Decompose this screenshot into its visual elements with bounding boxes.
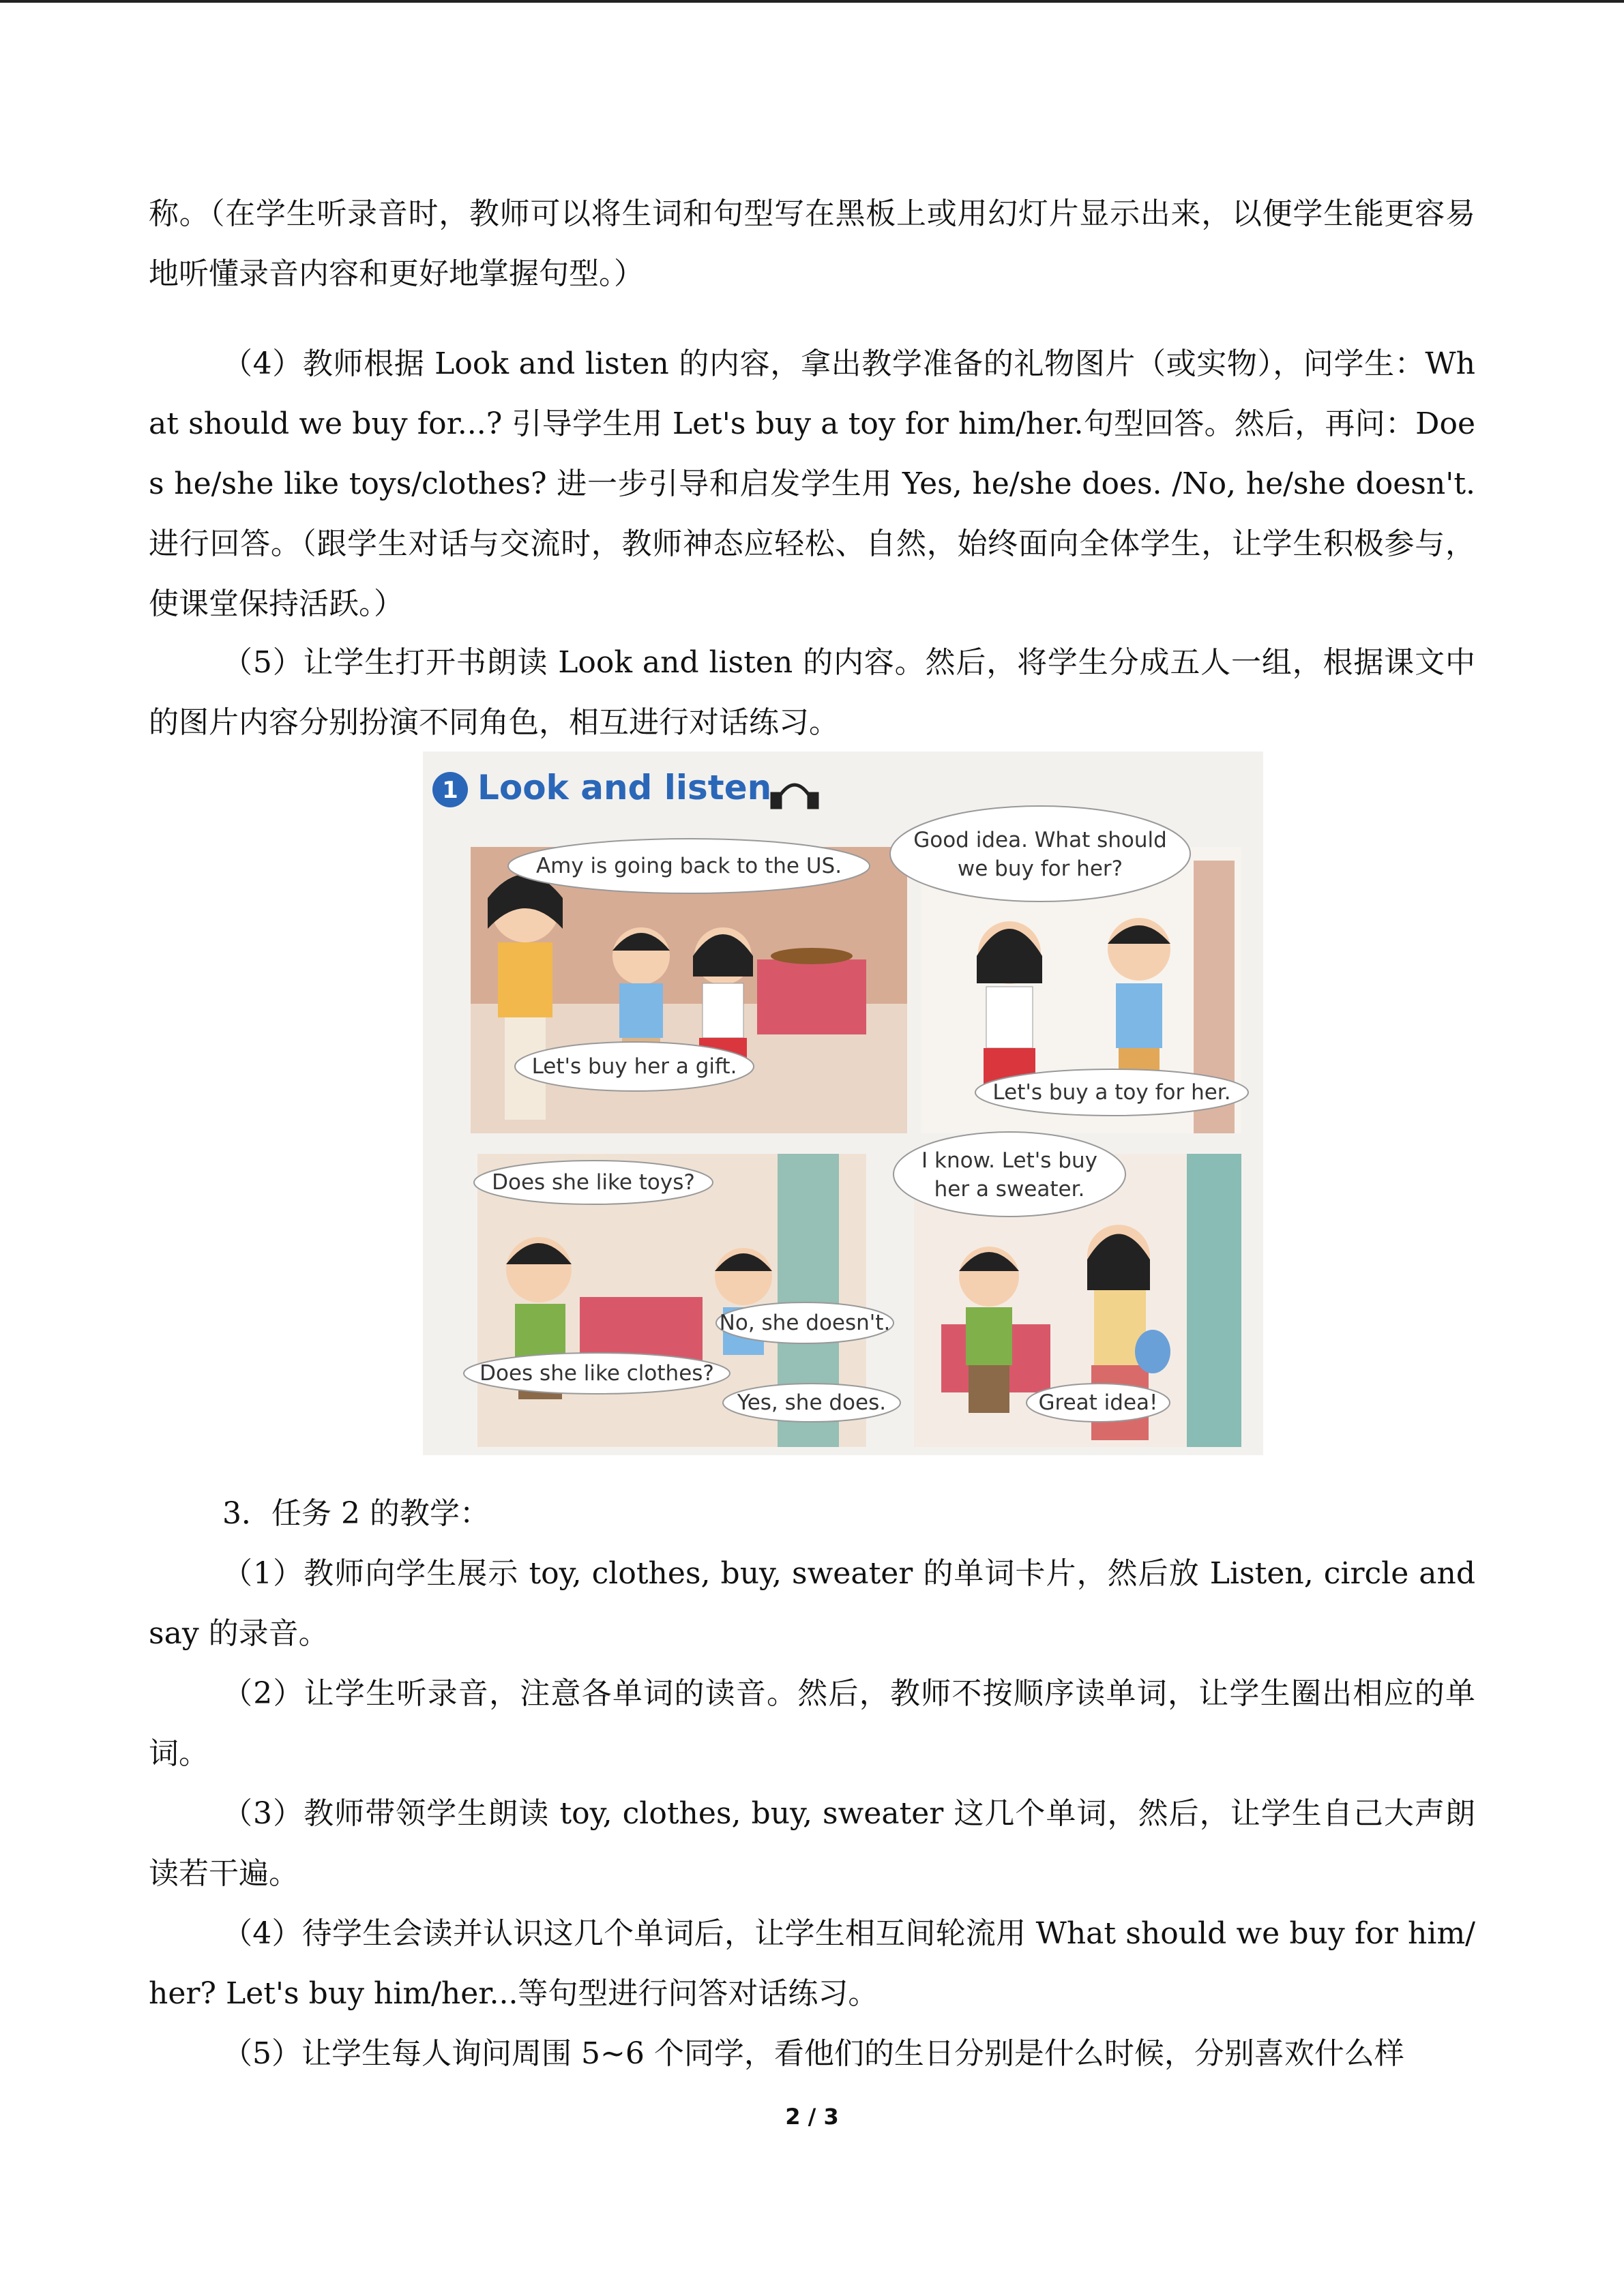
svg-text:we buy for her?: we buy for her? <box>957 856 1123 881</box>
svg-text:Amy is going back to the US.: Amy is going back to the US. <box>535 854 842 878</box>
page-number: 2 / 3 <box>785 2104 839 2130</box>
svg-text:Let's buy her a gift.: Let's buy her a gift. <box>531 1054 737 1079</box>
paragraph-step-4: （4）教师根据 Look and listen 的内容，拿出教学准备的礼物图片（或实物），问学生：What should we buy for...? 引导学生用 Let's buy a toy for him/her.句型回答。然后，再问：Does he/she like toys/clothes? 进一步引导和启发学生用 Yes, he/she does. /No, he/she doesn't.进行回答。（跟学生对话与交流时，教师神态应轻松、自然，始终面向全体学生，让学生积极参与，使课堂保持活跃。） <box>149 346 1475 621</box>
heading-number: 1 <box>442 777 458 804</box>
look-and-listen-illustration <box>423 751 1263 1455</box>
speech-bubble <box>508 839 870 893</box>
paragraph-step-5: （5）让学生打开书朗读 Look and listen 的内容。然后，将学生分成五人一组，根据课文中的图片内容分别扮演不同角色，相互进行对话练习。 <box>149 645 1475 740</box>
svg-text:Let's buy a toy for her.: Let's buy a toy for her. <box>992 1080 1231 1105</box>
paragraph-task2-step-1: （1）教师向学生展示 toy, clothes, buy, sweater 的单词卡片，然后放 Listen, circle and say 的录音。 <box>149 1556 1475 1651</box>
page-top-border <box>0 0 1624 3</box>
speech-bubble <box>975 1069 1248 1116</box>
speech-bubble <box>894 1132 1125 1217</box>
speech-bubble <box>1027 1384 1170 1422</box>
speech-bubble <box>890 806 1190 901</box>
svg-text:Yes, she does.: Yes, she does. <box>737 1390 887 1415</box>
paragraph-task2-step-3: （3）教师带领学生朗读 toy, clothes, buy, sweater 这几个单词，然后，让学生自己大声朗读若干遍。 <box>149 1796 1475 1891</box>
illustration-canvas <box>423 751 1263 1455</box>
svg-text:I know. Let's buy: I know. Let's buy <box>921 1148 1097 1173</box>
svg-text:No, she doesn't.: No, she doesn't. <box>719 1311 891 1335</box>
speech-bubble <box>474 1161 713 1204</box>
paragraph-task2-step-2: （2）让学生听录音，注意各单词的读音。然后，教师不按顺序读单词，让学生圈出相应的单词。 <box>149 1676 1475 1771</box>
svg-text:Great idea!: Great idea! <box>1038 1390 1158 1415</box>
svg-text:Good idea. What should: Good idea. What should <box>913 828 1167 852</box>
paragraph-task2-step-4: （4）待学生会读并认识这几个单词后，让学生相互间轮流用 What should we buy for him/her? Let's buy him/her...等句型进行问答对话练习。 <box>149 1916 1475 2011</box>
heading-title: Look and listen <box>477 768 772 807</box>
speech-bubble <box>723 1384 900 1422</box>
speech-bubble <box>716 1302 894 1343</box>
section-heading-task-2: 3．任务 2 的教学： <box>222 1496 490 1531</box>
speech-bubble <box>464 1353 730 1394</box>
svg-text:Does she like clothes?: Does she like clothes? <box>479 1361 714 1386</box>
svg-text:her a sweater.: her a sweater. <box>934 1177 1085 1202</box>
headphones-icon <box>772 785 817 807</box>
svg-text:Does she like toys?: Does she like toys? <box>492 1170 695 1195</box>
paragraph-task2-step-5: （5）让学生每人询问周围 5~6 个同学，看他们的生日分别是什么时候，分别喜欢什么样 <box>222 2036 1404 2071</box>
paragraph-continuation: 称。（在学生听录音时，教师可以将生词和句型写在黑板上或用幻灯片显示出来，以便学生能更容易地听懂录音内容和更好地掌握句型。） <box>149 196 1475 291</box>
speech-bubble <box>515 1042 754 1091</box>
